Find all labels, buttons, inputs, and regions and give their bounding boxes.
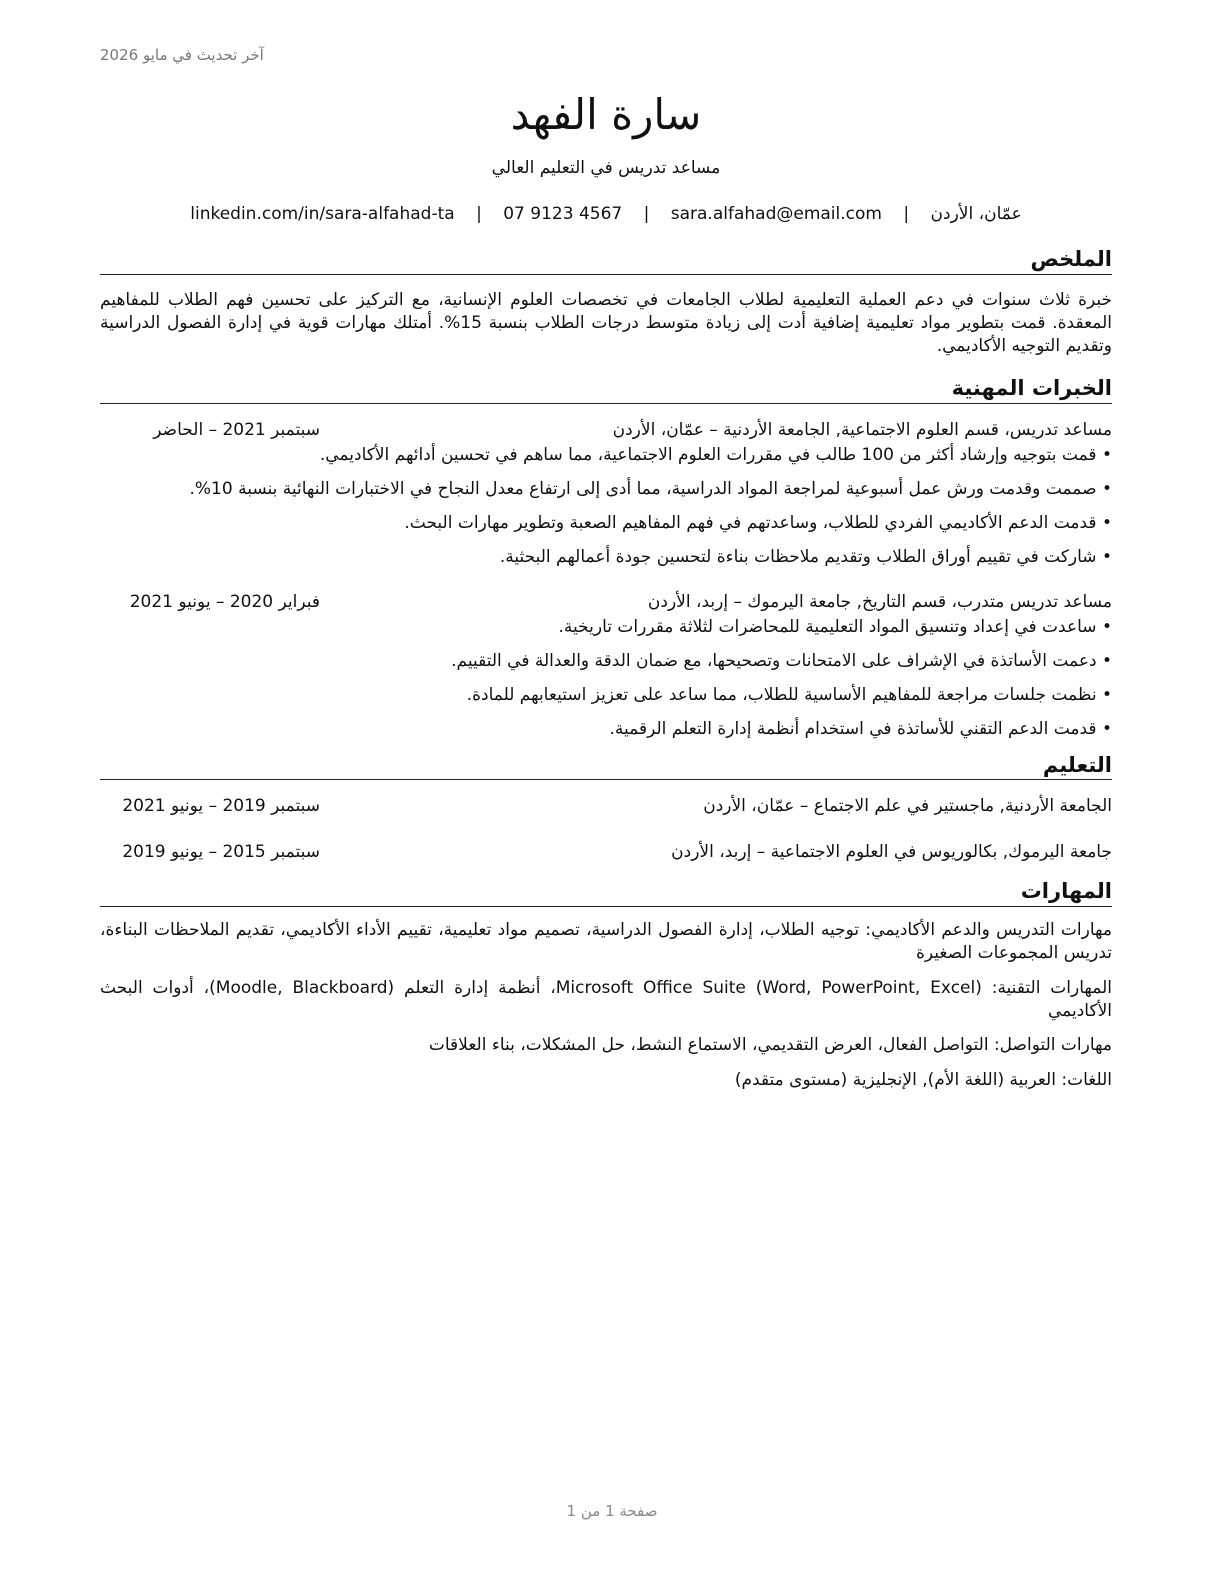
job-bullet: • نظمت جلسات مراجعة للمفاهيم الأساسية للطلاب، مما ساعد على تعزيز استيعابهم للمادة.	[100, 684, 1112, 707]
job-dates: سبتمبر 2021 – الحاضر	[153, 419, 320, 440]
job-bullet: • دعمت الأساتذة في الإشراف على الامتحانات وتصحيحها، مع ضمان الدقة والعدالة في التقييم.	[100, 650, 1112, 673]
skill-technical	[100, 977, 1112, 1023]
job-bullet: • ساعدت في إعداد وتنسيق المواد التعليمية للمحاضرات لثلاثة مقررات تاريخية.	[100, 616, 1112, 639]
summary-heading: الملخص	[100, 246, 1112, 274]
experience-heading: الخبرات المهنية	[100, 375, 1112, 403]
job-bullet: • قدمت الدعم الأكاديمي الفردي للطلاب، وساعدتهم في فهم المفاهيم الصعبة وتطوير مهارات البحث.	[100, 512, 1112, 535]
skill-communication: مهارات التواصل: التواصل الفعال، العرض التقديمي، الاستماع النشط، حل المشكلات، بناء العلاقات	[428, 1035, 1112, 1056]
education-entry	[100, 796, 1112, 816]
job-title: مساعد تدريس في التعليم العالي	[491, 158, 721, 179]
job-bullet: • صممت وقدمت ورش عمل أسبوعية لمراجعة المواد الدراسية، مما أدى إلى ارتفاع معدل النجاح في الاختبارات النهائية بنسبة 10%.	[100, 478, 1112, 501]
job-dates: فبراير 2020 – يونيو 2021	[129, 592, 320, 613]
education-degree: جامعة اليرموك, بكالوريوس في العلوم الاجتماعية – إربد، الأردن	[671, 842, 1112, 863]
education-dates: سبتمبر 2019 – يونيو 2021	[122, 796, 320, 817]
contact-phone: 07 9123 4567	[503, 204, 623, 225]
job-bullets	[100, 616, 1112, 741]
skills-heading: المهارات	[100, 878, 1112, 906]
education-entry	[100, 842, 1112, 862]
skill-languages: اللغات: العربية (اللغة الأم), الإنجليزية (مستوى متقدم)	[734, 1070, 1112, 1091]
contact-email[interactable]: sara.alfahad@email.com	[670, 204, 882, 225]
contact-linkedin[interactable]: linkedin.com/in/sara-alfahad-ta	[190, 204, 455, 225]
contact-separator: |	[903, 204, 910, 225]
job-role: مساعد تدريس متدرب، قسم التاريخ, جامعة اليرموك – إربد، الأردن	[647, 592, 1112, 613]
page-indicator: صفحة 1 من 1	[566, 1502, 658, 1520]
job-entry	[100, 420, 1112, 569]
resume-page	[100, 0, 1112, 1584]
job-bullets	[100, 444, 1112, 569]
skill-technical-lms: (Moodle, Blackboard)	[209, 977, 395, 998]
job-bullet: • قمت بتوجيه وإرشاد أكثر من 100 طالب في مقررات العلوم الاجتماعية، مما ساهم في تحسين أدائهم الأكاديمي.	[100, 444, 1112, 467]
contact-separator: |	[643, 204, 650, 225]
education-degree: الجامعة الأردنية, ماجستير في علم الاجتماع – عمّان، الأردن	[703, 796, 1112, 817]
skill-technical-mid: ، أنظمة إدارة التعلم	[394, 977, 556, 998]
contact-location: عمّان، الأردن	[930, 204, 1022, 225]
skill-technical-suffix: ، أدوات البحث الأكاديمي	[100, 977, 1112, 1021]
skill-technical-prefix: المهارات التقنية:	[981, 977, 1112, 998]
job-bullet: • شاركت في تقييم أوراق الطلاب وتقديم ملاحظات بناءة لتحسين جودة أعمالهم البحثية.	[100, 546, 1112, 569]
job-role: مساعد تدريس، قسم العلوم الاجتماعية, الجامعة الأردنية – عمّان، الأردن	[612, 419, 1112, 440]
skill-teaching: مهارات التدريس والدعم الأكاديمي: توجيه الطلاب، إدارة الفصول الدراسية، تصميم مواد تعليمية، تقييم الأداء الأكاديمي، تقديم الملاحظات البناءة، تدريس المجموعات الصغيرة	[100, 919, 1112, 963]
education-dates: سبتمبر 2015 – يونيو 2019	[122, 842, 320, 863]
education-heading: التعليم	[100, 752, 1112, 780]
summary-text: خبرة ثلاث سنوات في دعم العملية التعليمية لطلاب الجامعات في تخصصات العلوم الإنسانية، مع التركيز على تحسين فهم الطلاب للمفاهيم المعقدة. قمت بتطوير مواد تعليمية إضافية أدت إلى زيادة متوسط درجات الطلاب بنسبة 15%. أمتلك مهارات قوية في إدارة الفصول الدراسية وتقديم التوجيه الأكاديمي.	[100, 289, 1112, 356]
skill-technical-office: Microsoft Office Suite (Word, PowerPoint, Excel)	[555, 977, 982, 998]
job-bullet: • قدمت الدعم التقني للأساتذة في استخدام أنظمة إدارة التعلم الرقمية.	[100, 718, 1112, 741]
contact-line	[100, 204, 1112, 224]
person-name: سارة الفهد	[510, 90, 702, 139]
last-updated: آخر تحديث في مايو 2026	[100, 46, 264, 64]
contact-separator: |	[476, 204, 482, 225]
job-entry	[100, 592, 1112, 741]
